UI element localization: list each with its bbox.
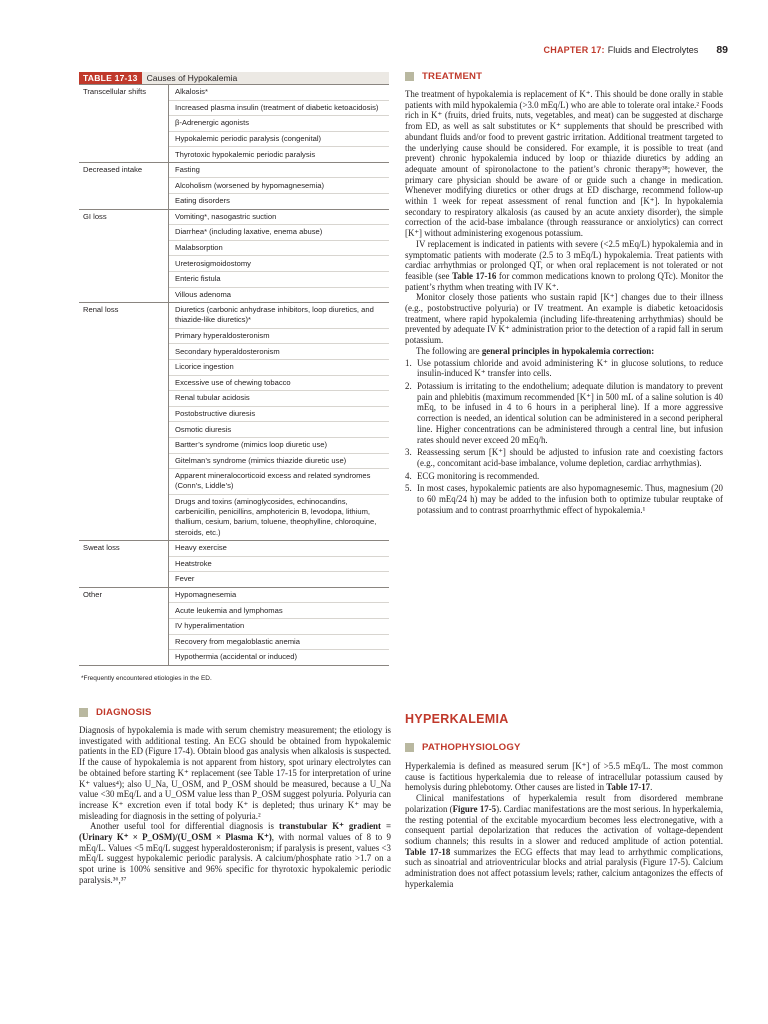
list-item-number: 5. [405,483,412,494]
diagnosis-paragraph-1: Diagnosis of hypokalemia is made with serum chemistry measurement; the etiology is investigated with additional testing. An ECG should be obtained from hypokalemic patients in the ED (Figure 17-4). Obtain blood gas analysis when alkalosis is suspected. If the cause of hypokalemia is not apparent from history, spot urinary electrolytes can be obtained before starting K⁺ replacement (see Table 17-15 for interpretation of urine K⁺ values⁴); also U_Na, U_OSM, and P_OSM should be measured, because a U_Na value <30 mEq/L and a U_OSM value less than P_OSM suggest polyuria. Polyuria can increase K⁺ excretion even if total body K⁺ is depleted; thus urinary K⁺ may be misleading for diagnosis in the setting of polyuria.² [79,725,391,821]
table-cell: Licorice ingestion [169,360,389,376]
table-cell: Ureterosigmoidostomy [169,256,389,272]
table-cell: Enteric fistula [169,272,389,288]
list-item [405,381,723,445]
section-marker-icon [79,708,88,717]
list-item-text: Reassessing serum [K⁺] should be adjusted to infusion rate and coexisting factors (e.g., concomitant acid-base imbalance, volume depletion, cardiac arrhythmias). [417,447,723,468]
table-group-name: Decreased intake [83,164,143,174]
list-item-text: Potassium is irritating to the endothelium; adequate dilution is mandatory to prevent pain and phlebitis (maximum recommended [K⁺] in 500 mL of a saline solution is 40 mEq, to be infused in 4 to 6 hours in a peripheral line). If a more aggressive correction is needed, an identical solution can be administered in a second peripheral line. Higher concentrations can be administered through a central line, but infusion rates should never exceed 20 mEq/h. [417,380,723,445]
list-item-text: ECG monitoring is recommended. [417,470,540,481]
list-item-number: 4. [405,470,412,481]
table-group-name: Transcellular shifts [83,87,147,96]
table-group-name: Sweat loss [83,543,120,553]
table-cell: Eating disorders [175,196,230,206]
chapter-label: CHAPTER 17: [543,45,605,55]
treatment-paragraph-4: The following are general principles in hypokalemia correction: [416,345,655,356]
table-cell: Villous adenoma [175,289,232,299]
correction-principles-list [405,358,723,516]
table-cell: Acute leukemia and lymphomas [169,603,389,619]
treatment-heading [405,71,482,82]
causes-of-hypokalemia-table [79,72,389,684]
table-group-items [168,541,389,587]
table-cell: Heavy exercise [169,541,389,557]
table-cell: Apparent mineralocorticoid excess and related syndromes (Conn’s, Liddle’s) [169,469,389,495]
treatment-paragraph-3: Monitor closely those patients who sustain rapid [K⁺] changes due to their illness (e.g., postobstructive polyuria) or IV treatment. An example is diabetic ketoacidosis treatment, where rapid hypokalemia (including life-threatening arrhythmias) should be prevented by adequate IV K⁺ administration prior to the detection of a rapid fall in serum potassium. [405,292,723,346]
list-item [405,471,723,482]
table-cell: Malabsorption [169,241,389,257]
hyperkalemia-paragraph-2: Clinical manifestations of hyperkalemia result from disordered membrane polarization (Figure 17-5). Cardiac manifestations are the most serious. In hyperkalemia, the resting potential of the excitable myocardium becomes less electronegative, with a consequent partial depolarization that reduces the activation of voltage-dependent sodium channels; this results in a slower and reduced amplitude of action potential. Table 17-18 summarizes the ECG effects that may lead to arrhythmic complications, such as sinoatrial and atrioventricular blocks and atrial paralysis (Figure 17-5). Calcium administration does not affect potassium levels; rather, calcium antagonizes the effects of hyperkalemia [405,793,723,889]
table-group-row [79,588,389,666]
table-cell: Osmotic diuresis [169,422,389,438]
hyperkalemia-paragraph-1: Hyperkalemia is defined as measured serum [K⁺] of >5.5 mEq/L. The most common cause is factitious hyperkalemia due to release of intracellular potassium caused by hemolysis during phlebotomy. Other causes are listed in Table 17-17. [405,761,723,793]
list-item-number: 3. [405,447,412,458]
table-group-items [168,588,389,665]
table-group-items [168,303,389,540]
table-group-name: GI loss [83,211,107,221]
table-cell: Secondary hyperaldosteronism [169,344,389,360]
table-group-row [79,303,389,541]
table-cell: Heatstroke [169,557,389,573]
pathophysiology-heading [405,742,521,753]
list-item [405,358,723,379]
table-group-row [79,85,389,163]
table-body [79,85,389,666]
chapter-title: Fluids and Electrolytes [607,45,699,55]
section-marker-icon [405,743,414,752]
table-cell: Fever [175,574,195,584]
list-item-text: In most cases, hypokalemic patients are also hypomagnesemic. Thus, magnesium (20 to 60 mEq/24 h) may be added to the infusion both to optimize tubular reuptake of potassium and to contrast proarrhythmic effect of hypokalemia.¹ [417,483,723,515]
table-caption [79,72,389,85]
table-group-items [168,210,389,302]
hyperkalemia-body [405,761,723,889]
table-group-row [79,210,389,303]
table-title: Causes of Hypokalemia [142,72,389,84]
page-number: 89 [716,44,728,56]
table-cell: Diuretics (carbonic anhydrase inhibitors, loop diuretics, and thiazide-like diuretics)* [169,303,389,329]
diagnosis-heading-text: DIAGNOSIS [96,707,152,718]
list-item [405,447,723,468]
table-cell: Alcoholism (worsened by hypomagnesemia) [169,178,389,194]
section-marker-icon [405,72,414,81]
table-cell: Thyrotoxic hypokalemic periodic paralysis [175,149,316,159]
table-cell: Recovery from megaloblastic anemia [169,635,389,651]
table-cell: Hypokalemic periodic paralysis (congenital) [169,132,389,148]
table-cell: Vomiting*, nasogastric suction [169,210,389,226]
table-cell: Diarrhea* (including laxative, enema abuse) [169,225,389,241]
table-group-row [79,163,389,210]
treatment-body [405,89,723,517]
table-footnote: *Frequently encountered etiologies in the ED. [81,674,212,682]
table-cell: Excessive use of chewing tobacco [169,376,389,392]
pathophysiology-heading-text: PATHOPHYSIOLOGY [422,742,521,753]
table-group-name: Renal loss [83,305,119,315]
list-item [405,483,723,515]
running-header [544,44,728,58]
diagnosis-heading [79,707,152,718]
table-cell: Fasting [169,163,389,179]
table-group-name: Other [83,589,102,599]
diagnosis-paragraph-2: Another useful tool for differential diagnosis is transtubular K⁺ gradient = (Urinary K⁺ × P_OSM)/(U_OSM × Plasma K⁺), with normal values of 8 to 9 mEq/L. Values <5 mEq/L suggest hyperaldosteronism; if paralysis is present, values <3 mEq/L suggest hypokalemic periodic paralysis. A calcium/phosphate ratio >1.7 on a spot urine is 100% sensitive and 96% specific for thyrotoxic hypokalemic periodic paralysis.³⁶,³⁷ [79,821,392,885]
diagnosis-body [79,725,391,886]
table-cell: Alkalosis* [169,85,389,101]
table-cell: Bartter’s syndrome (mimics loop diuretic use) [169,438,389,454]
list-item-number: 1. [405,357,412,368]
list-item-text: Use potassium chloride and avoid administering K⁺ in glucose solutions, to reduce insulin-induced K⁺ transfer into cells. [417,357,723,379]
table-cell: Hypomagnesemia [169,588,389,604]
table-cell: β-Adrenergic agonists [169,116,389,132]
table-cell: IV hyperalimentation [169,619,389,635]
table-cell: Postobstructive diuresis [169,407,389,423]
table-cell: Gitelman’s syndrome (mimics thiazide diuretic use) [169,454,389,470]
table-cell: Drugs and toxins (aminoglycosides, echinocandins, carbenicillin, penicillins, amphotericin B, levodopa, lithium, thallium, cesium, barium, toluene, theophylline, chloroquine, steroids, etc.) [175,497,377,537]
list-item-number: 2. [405,380,412,391]
treatment-paragraph-2: IV replacement is indicated in patients with severe (<2.5 mEq/L) hypokalemia and in symptomatic patients with moderate (2.5 to 3 mEq/L) hypokalemia. Treat patients with cardiac arrhythmias or prolonged QT, or when oral replacement is not tolerated or not feasible (see Table 17-16 for common medications known to prolong QTc). Monitor the patient’s rhythm when treating with IV K⁺. [405,238,724,292]
table-group-items [168,163,389,209]
table-cell: Primary hyperaldosteronism [169,329,389,345]
treatment-paragraph-1: The treatment of hypokalemia is replacement of K⁺. This should be done orally in stable patients with mild hypokalemia (>3.0 mEq/L) who are able to tolerate oral intake.² Foods rich in K⁺ (fruits, dried fruits, nuts, vegetables, and meat) can be suggested at discharge from ED, as well as salt substitutes or K⁺ supplements that should be prescribed with abundant fluids and/or food to prevent gastric irritation. Additional treatment targeted to the underlying cause should be considered. For example, it is possible to treat (and prevent) chronic hypokalemia induced by loop or thiazide diuretics by adding an adequate amount of spironolactone to the patient’s chronic therapy³⁸; however, the primary care physician should be aware of or guide such a change in medication. Whenever modifying diuretics or other drugs at ED discharge, recommend follow-up within 1 week for repeat assessment of renal function and [K⁺]. In hypokalemia secondary to respiratory alkalosis (as caused by an acute anxiety disorder), the simple correction of the acid-base imbalance (through reassurance or anxiolytics) can correct [K⁺] without administering exogenous potassium. [405,89,723,239]
table-cell: Renal tubular acidosis [169,391,389,407]
hyperkalemia-heading: HYPERKALEMIA [405,712,509,726]
table-cell: Increased plasma insulin (treatment of diabetic ketoacidosis) [169,101,389,117]
treatment-heading-text: TREATMENT [422,71,483,82]
table-group-items [168,85,389,162]
table-cell: Hypothermia (accidental or induced) [175,652,297,662]
table-label: TABLE 17-13 [79,72,142,84]
table-group-row [79,541,389,588]
